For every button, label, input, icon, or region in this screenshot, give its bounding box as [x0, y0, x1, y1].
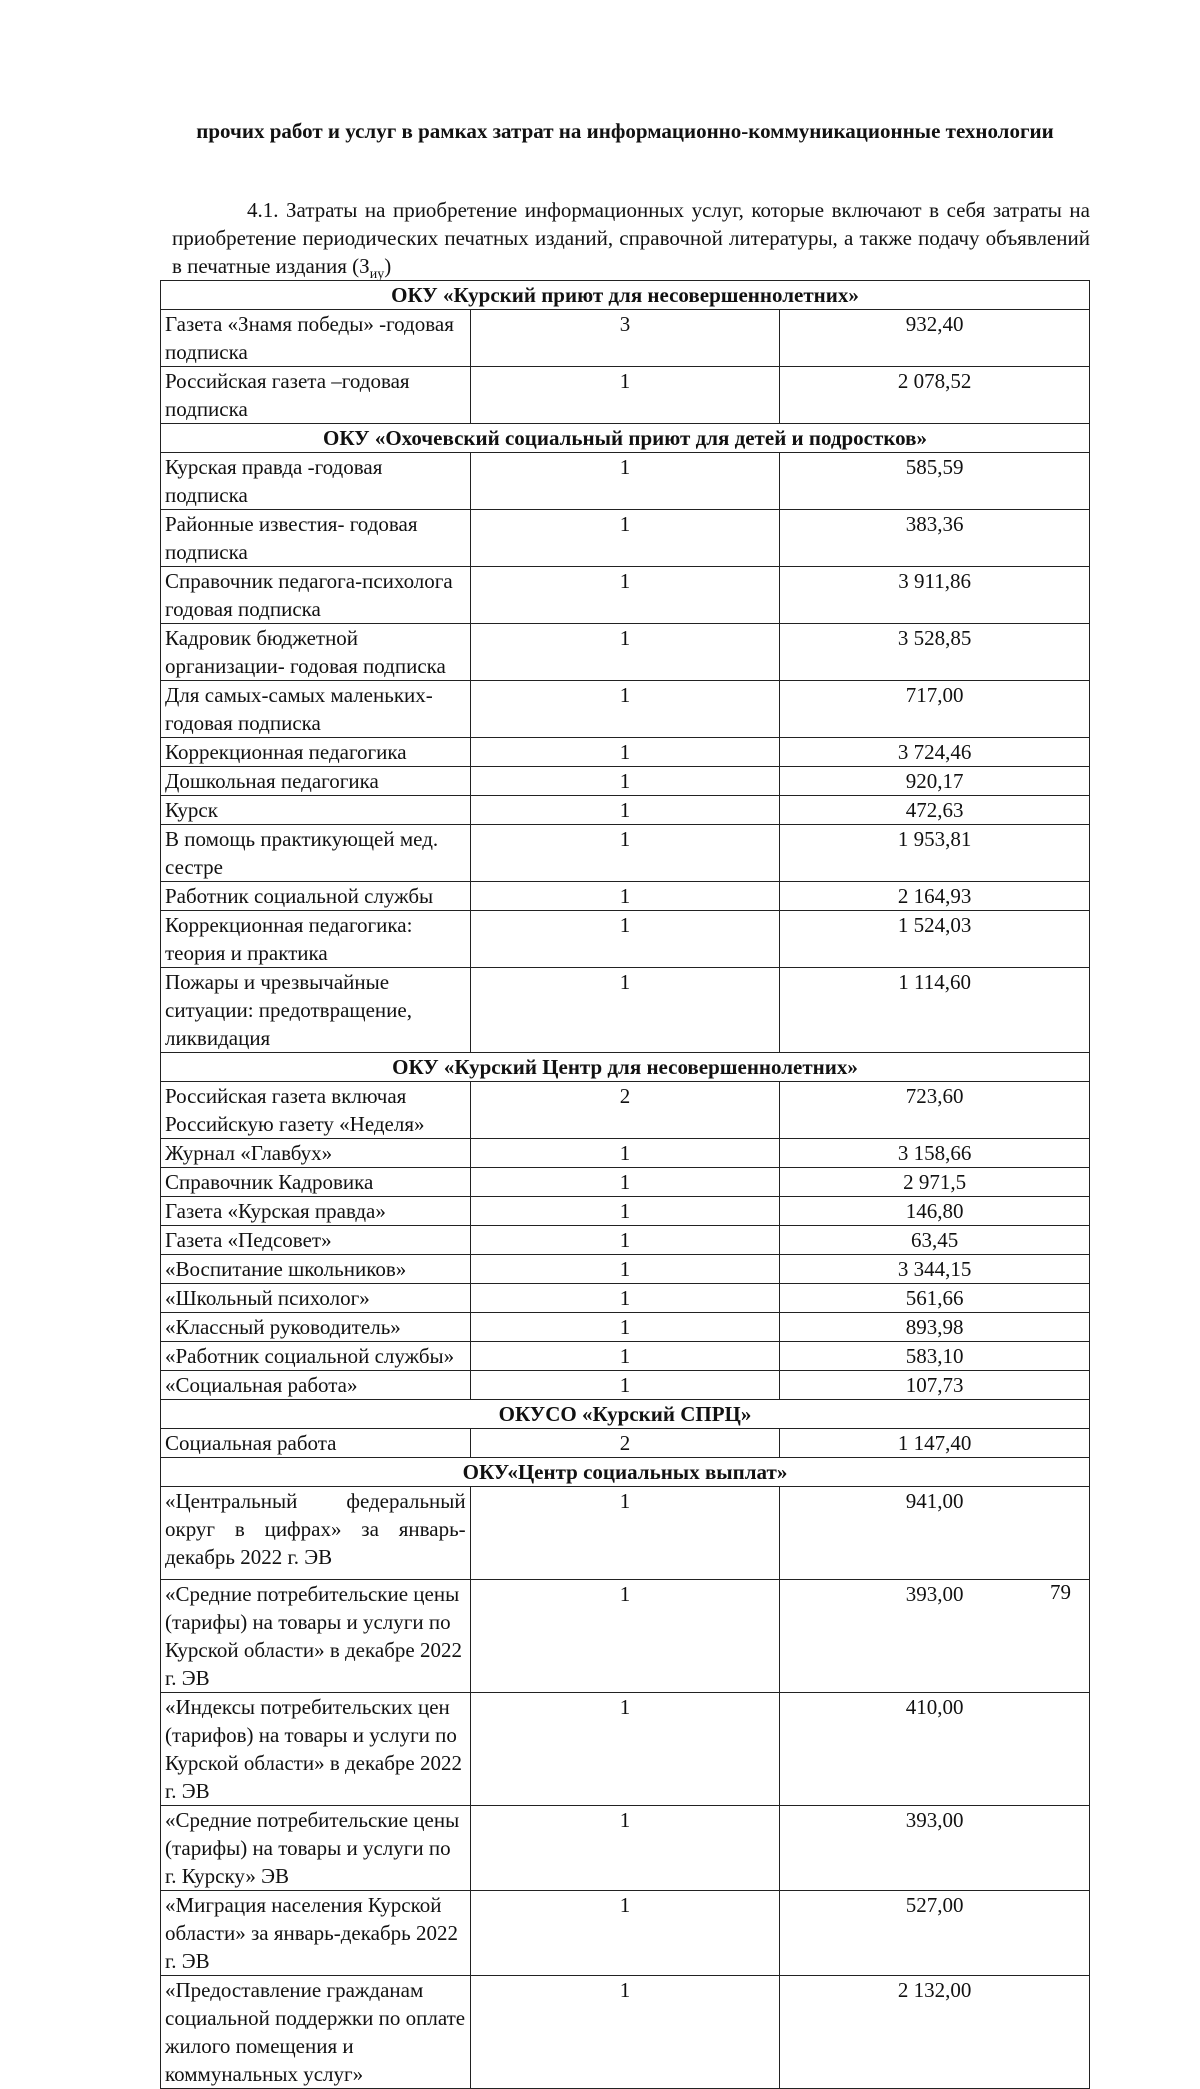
item-price: 527,00	[780, 1891, 1090, 1976]
table-row	[161, 1168, 1090, 1197]
item-quantity: 1	[470, 1976, 780, 2089]
item-quantity: 1	[470, 367, 780, 424]
item-quantity: 1	[470, 825, 780, 882]
intro-text: 4.1. Затраты на приобретение информационных услуг, которые включают в себя затраты на приобретение периодических печатных изданий, справочной литературы, а также подачу объявлений в печатные издания (З	[172, 198, 1090, 278]
item-price: 3 158,66	[780, 1139, 1090, 1168]
item-name: Социальная работа	[161, 1429, 471, 1458]
section-header-row	[161, 1400, 1090, 1429]
item-quantity: 1	[470, 1284, 780, 1313]
item-price: 2 078,52	[780, 367, 1090, 424]
item-quantity: 3	[470, 310, 780, 367]
table-row	[161, 453, 1090, 510]
section-heading: прочих работ и услуг в рамках затрат на информационно-коммуникационные технологии	[196, 119, 1054, 143]
table-row	[161, 310, 1090, 367]
table-row	[161, 1284, 1090, 1313]
item-name: Пожары и чрезвычайные ситуации: предотвращение, ликвидация	[161, 968, 471, 1053]
item-quantity: 1	[470, 510, 780, 567]
item-quantity: 1	[470, 968, 780, 1053]
item-price: 2 132,00	[780, 1976, 1090, 2089]
item-price: 585,59	[780, 453, 1090, 510]
item-name: Дошкольная педагогика	[161, 767, 471, 796]
table-row	[161, 1197, 1090, 1226]
item-price: 1 147,40	[780, 1429, 1090, 1458]
item-quantity: 1	[470, 1342, 780, 1371]
item-quantity: 1	[470, 1313, 780, 1342]
table-row	[161, 1226, 1090, 1255]
table-row	[161, 367, 1090, 424]
item-name: Российская газета включая Российскую газету «Неделя»	[161, 1082, 471, 1139]
item-price: 393,00	[780, 1806, 1090, 1891]
item-quantity: 1	[470, 453, 780, 510]
item-name: Справочник педагога-психолога годовая подписка	[161, 567, 471, 624]
item-price: 932,40	[780, 310, 1090, 367]
section-title: ОКУ «Охочевский социальный приют для детей и подростков»	[161, 424, 1090, 453]
item-name: «Работник социальной службы»	[161, 1342, 471, 1371]
item-price: 146,80	[780, 1197, 1090, 1226]
item-quantity: 1	[470, 1255, 780, 1284]
item-price: 3 344,15	[780, 1255, 1090, 1284]
item-quantity: 1	[470, 767, 780, 796]
item-price: 63,45	[780, 1226, 1090, 1255]
item-quantity: 1	[470, 1371, 780, 1400]
item-name: В помощь практикующей мед. сестре	[161, 825, 471, 882]
intro-close: )	[384, 254, 392, 278]
item-name: «Центральный федеральный округ в цифрах» за январь-декабрь 2022 г. ЭВ	[161, 1487, 471, 1580]
item-price: 472,63	[780, 796, 1090, 825]
table-row	[161, 767, 1090, 796]
item-name: Кадровик бюджетной организации- годовая подписка	[161, 624, 471, 681]
item-quantity: 1	[470, 1168, 780, 1197]
item-name: Курская правда -годовая подписка	[161, 453, 471, 510]
item-quantity: 1	[470, 624, 780, 681]
item-quantity: 1	[470, 1226, 780, 1255]
item-price: 1 524,03	[780, 911, 1090, 968]
item-quantity: 1	[470, 1891, 780, 1976]
item-name: «Средние потребительские цены (тарифы) на товары и услуги по г. Курску» ЭВ	[161, 1806, 471, 1891]
table-row	[161, 624, 1090, 681]
item-price: 1 953,81	[780, 825, 1090, 882]
item-price: 723,60	[780, 1082, 1090, 1139]
table-row	[161, 1342, 1090, 1371]
section-header-row	[161, 281, 1090, 310]
item-quantity: 1	[470, 1487, 780, 1580]
item-quantity: 1	[470, 1139, 780, 1168]
item-quantity: 1	[470, 882, 780, 911]
table-row	[161, 738, 1090, 767]
item-quantity: 1	[470, 1806, 780, 1891]
intro-paragraph	[172, 196, 1090, 289]
item-price: 107,73	[780, 1371, 1090, 1400]
table-row	[161, 1806, 1090, 1891]
item-name: Газета «Знамя победы» -годовая подписка	[161, 310, 471, 367]
table-row	[161, 1429, 1090, 1458]
item-name: Коррекционная педагогика	[161, 738, 471, 767]
item-quantity: 1	[470, 681, 780, 738]
section-title: ОКУ «Курский Центр для несовершеннолетних»	[161, 1053, 1090, 1082]
item-name: «Средние потребительские цены (тарифы) на товары и услуги по Курской области» в декабре 2022 г. ЭВ	[161, 1580, 471, 1693]
item-price: 3 724,46	[780, 738, 1090, 767]
section-header-row	[161, 1458, 1090, 1487]
section-title: ОКУ«Центр социальных выплат»	[161, 1458, 1090, 1487]
table-row	[161, 882, 1090, 911]
item-name: «Школьный психолог»	[161, 1284, 471, 1313]
table-row	[161, 1976, 1090, 2089]
item-name: Курск	[161, 796, 471, 825]
item-price: 561,66	[780, 1284, 1090, 1313]
item-quantity: 2	[470, 1429, 780, 1458]
item-price: 893,98	[780, 1313, 1090, 1342]
item-quantity: 2	[470, 1082, 780, 1139]
item-price: 3 911,86	[780, 567, 1090, 624]
item-price: 393,00	[780, 1580, 1090, 1693]
table-row	[161, 825, 1090, 882]
item-name: Газета «Курская правда»	[161, 1197, 471, 1226]
item-price: 3 528,85	[780, 624, 1090, 681]
table-row	[161, 567, 1090, 624]
item-quantity: 1	[470, 567, 780, 624]
table-row	[161, 1693, 1090, 1806]
item-quantity: 1	[470, 738, 780, 767]
table-row	[161, 681, 1090, 738]
item-quantity: 1	[470, 1580, 780, 1693]
item-name: «Индексы потребительских цен (тарифов) на товары и услуги по Курской области» в декабре 2022 г. ЭВ	[161, 1693, 471, 1806]
item-name: Газета «Педсовет»	[161, 1226, 471, 1255]
table-row	[161, 1255, 1090, 1284]
table-row	[161, 1371, 1090, 1400]
table-row	[161, 1313, 1090, 1342]
table-row	[161, 1891, 1090, 1976]
item-name: «Социальная работа»	[161, 1371, 471, 1400]
item-price: 410,00	[780, 1693, 1090, 1806]
item-name: Работник социальной службы	[161, 882, 471, 911]
item-price: 920,17	[780, 767, 1090, 796]
table-row	[161, 510, 1090, 567]
table-row	[161, 796, 1090, 825]
item-name: Коррекционная педагогика: теория и практика	[161, 911, 471, 968]
item-name: «Предоставление гражданам социальной поддержки по оплате жилого помещения и коммунальных услуг»	[161, 1976, 471, 2089]
section-title: ОКУ «Курский приют для несовершеннолетних»	[161, 281, 1090, 310]
section-title: ОКУСО «Курский СПРЦ»	[161, 1400, 1090, 1429]
table-row	[161, 1580, 1090, 1693]
item-name: «Воспитание школьников»	[161, 1255, 471, 1284]
subscription-cost-table	[160, 280, 1090, 2089]
section-header-row	[161, 1053, 1090, 1082]
item-name: Для самых-самых маленьких- годовая подписка	[161, 681, 471, 738]
item-price: 583,10	[780, 1342, 1090, 1371]
page-number: 79	[1050, 1580, 1071, 1604]
item-quantity: 1	[470, 796, 780, 825]
item-price: 941,00	[780, 1487, 1090, 1580]
item-name: Районные известия- годовая подписка	[161, 510, 471, 567]
table-row	[161, 1139, 1090, 1168]
item-name: «Классный руководитель»	[161, 1313, 471, 1342]
item-name: Журнал «Главбух»	[161, 1139, 471, 1168]
item-quantity: 1	[470, 911, 780, 968]
table-row	[161, 1487, 1090, 1580]
item-price: 717,00	[780, 681, 1090, 738]
table-row	[161, 1082, 1090, 1139]
item-quantity: 1	[470, 1693, 780, 1806]
section-header-row	[161, 424, 1090, 453]
item-name: Справочник Кадровика	[161, 1168, 471, 1197]
item-price: 383,36	[780, 510, 1090, 567]
item-price: 1 114,60	[780, 968, 1090, 1053]
item-price: 2 164,93	[780, 882, 1090, 911]
item-quantity: 1	[470, 1197, 780, 1226]
item-name: Российская газета –годовая подписка	[161, 367, 471, 424]
item-name: «Миграция населения Курской области» за январь-декабрь 2022 г. ЭВ	[161, 1891, 471, 1976]
intro-subscript: иу	[369, 267, 385, 283]
table-row	[161, 968, 1090, 1053]
item-price: 2 971,5	[780, 1168, 1090, 1197]
table-row	[161, 911, 1090, 968]
